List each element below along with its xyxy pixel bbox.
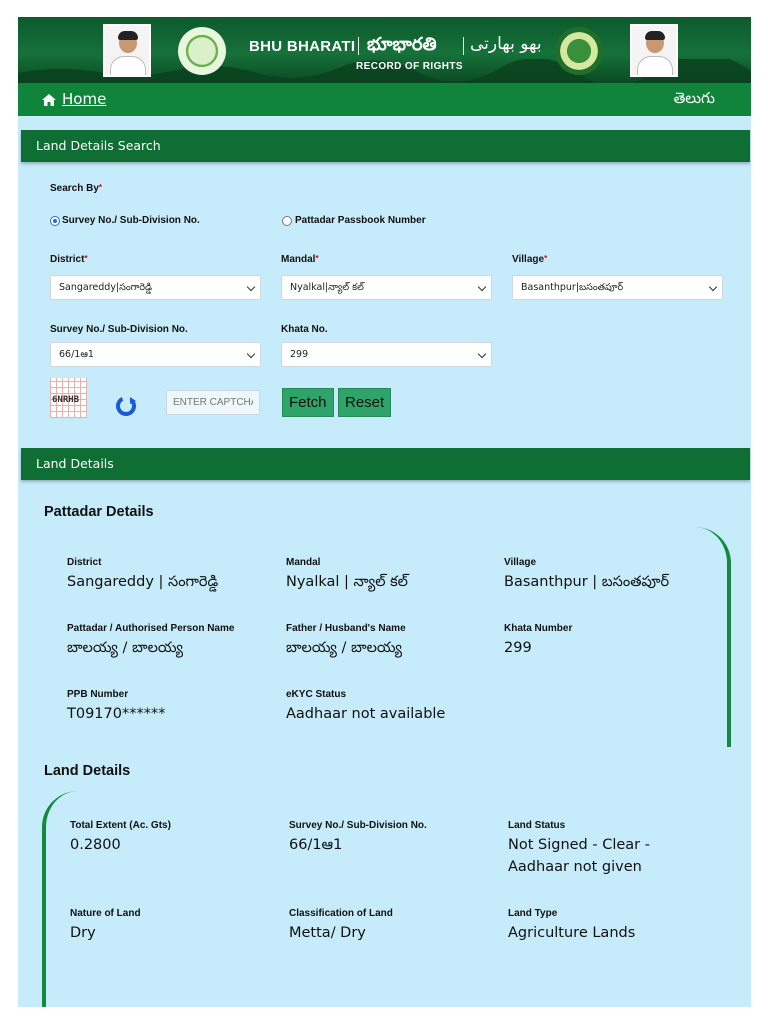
- field-value: 0.2800: [70, 837, 121, 853]
- captcha-input[interactable]: [166, 390, 260, 415]
- field-label: Mandal: [286, 557, 321, 568]
- village-label: Village*: [512, 254, 548, 265]
- chevron-down-icon: [247, 350, 255, 358]
- village-select[interactable]: Basanthpur|బసంతపూర్: [512, 275, 723, 300]
- minister-photo: [630, 24, 678, 77]
- search-panel-header: Land Details Search: [21, 130, 750, 162]
- field-value: 66/1ఆ1: [289, 837, 343, 853]
- field-label: Classification of Land: [289, 908, 393, 919]
- fetch-button[interactable]: Fetch: [282, 388, 334, 417]
- radio-survey[interactable]: [50, 216, 60, 226]
- field-value: Aadhaar not available: [286, 706, 446, 722]
- field-value: Sangareddy | సంగారెడ్డి: [67, 574, 219, 590]
- field-label: Total Extent (Ac. Gts): [70, 820, 171, 831]
- field-value: Metta/ Dry: [289, 925, 366, 941]
- page-frame: [18, 17, 751, 1007]
- field-label: Nature of Land: [70, 908, 141, 919]
- field-label: PPB Number: [67, 689, 129, 700]
- brand-title-english: BHU BHARATI: [249, 38, 356, 55]
- brand-divider: [463, 37, 464, 55]
- field-value: బాలయ్య / బాలయ్య: [67, 640, 184, 656]
- khata-select[interactable]: 299: [281, 342, 492, 367]
- survey-select[interactable]: 66/1ఆ1: [50, 342, 261, 367]
- field-label: Land Status: [508, 820, 566, 831]
- captcha-image: 6NRHB: [50, 378, 87, 418]
- search-by-label: Search By*: [50, 183, 103, 194]
- field-label: Khata Number: [504, 623, 573, 634]
- brand-title-urdu: بھو بھارتی: [470, 34, 542, 54]
- home-icon: [42, 94, 56, 106]
- refresh-captcha-icon[interactable]: [115, 395, 137, 417]
- radio-survey-label[interactable]: Survey No./ Sub-Division No.: [62, 215, 200, 226]
- radio-passbook-label[interactable]: Pattadar Passbook Number: [295, 215, 426, 226]
- field-value: Basanthpur | బసంతపూర్: [504, 574, 670, 590]
- field-label: Survey No./ Sub-Division No.: [289, 820, 427, 831]
- field-label: eKYC Status: [286, 689, 347, 700]
- field-value: బాలయ్య / బాలయ్య: [286, 640, 403, 656]
- field-value: Dry: [70, 925, 96, 941]
- pattadar-details-card: [48, 527, 731, 747]
- reset-button[interactable]: Reset: [338, 388, 391, 417]
- brand-title-telugu: భూభారతి: [367, 34, 437, 55]
- field-value: 299: [504, 640, 532, 656]
- field-value: Agriculture Lands: [508, 925, 636, 941]
- brand-divider: [358, 37, 359, 55]
- land-status-value: Not Signed - Clear - Aadhaar not given: [508, 837, 650, 875]
- radio-passbook[interactable]: [282, 216, 292, 226]
- chevron-down-icon: [247, 283, 255, 291]
- survey-label: Survey No./ Sub-Division No.: [50, 324, 188, 335]
- district-label: District*: [50, 254, 88, 265]
- field-value: T09170******: [67, 706, 166, 722]
- telangana-emblem-icon: [178, 27, 226, 75]
- header-banner: [18, 17, 751, 83]
- nav-bar: [18, 83, 751, 116]
- land-details-title: Land Details: [44, 763, 131, 779]
- chevron-down-icon: [478, 350, 486, 358]
- field-label: Pattadar / Authorised Person Name: [67, 623, 235, 634]
- land-details-panel-header: Land Details: [21, 448, 750, 480]
- chevron-down-icon: [709, 283, 717, 291]
- land-details-card: [42, 791, 742, 1007]
- pattadar-details-title: Pattadar Details: [44, 504, 154, 520]
- mandal-select[interactable]: Nyalkal|న్యాల్ కల్: [281, 275, 492, 300]
- district-select[interactable]: Sangareddy|సంగారెడ్డి: [50, 275, 261, 300]
- chief-minister-photo: [103, 24, 151, 77]
- language-toggle[interactable]: తెలుగు: [673, 89, 715, 107]
- field-label: District: [67, 557, 102, 568]
- khata-label: Khata No.: [281, 324, 328, 335]
- field-label: Village: [504, 557, 537, 568]
- bhubharati-logo-icon: [555, 27, 603, 75]
- field-value: Nyalkal | న్యాల్ కల్: [286, 574, 408, 590]
- mandal-label: Mandal*: [281, 254, 319, 265]
- field-label: Father / Husband's Name: [286, 623, 406, 634]
- chevron-down-icon: [478, 283, 486, 291]
- home-link[interactable]: Home: [62, 90, 107, 108]
- brand-subtitle: RECORD OF RIGHTS: [356, 61, 463, 72]
- field-label: Land Type: [508, 908, 558, 919]
